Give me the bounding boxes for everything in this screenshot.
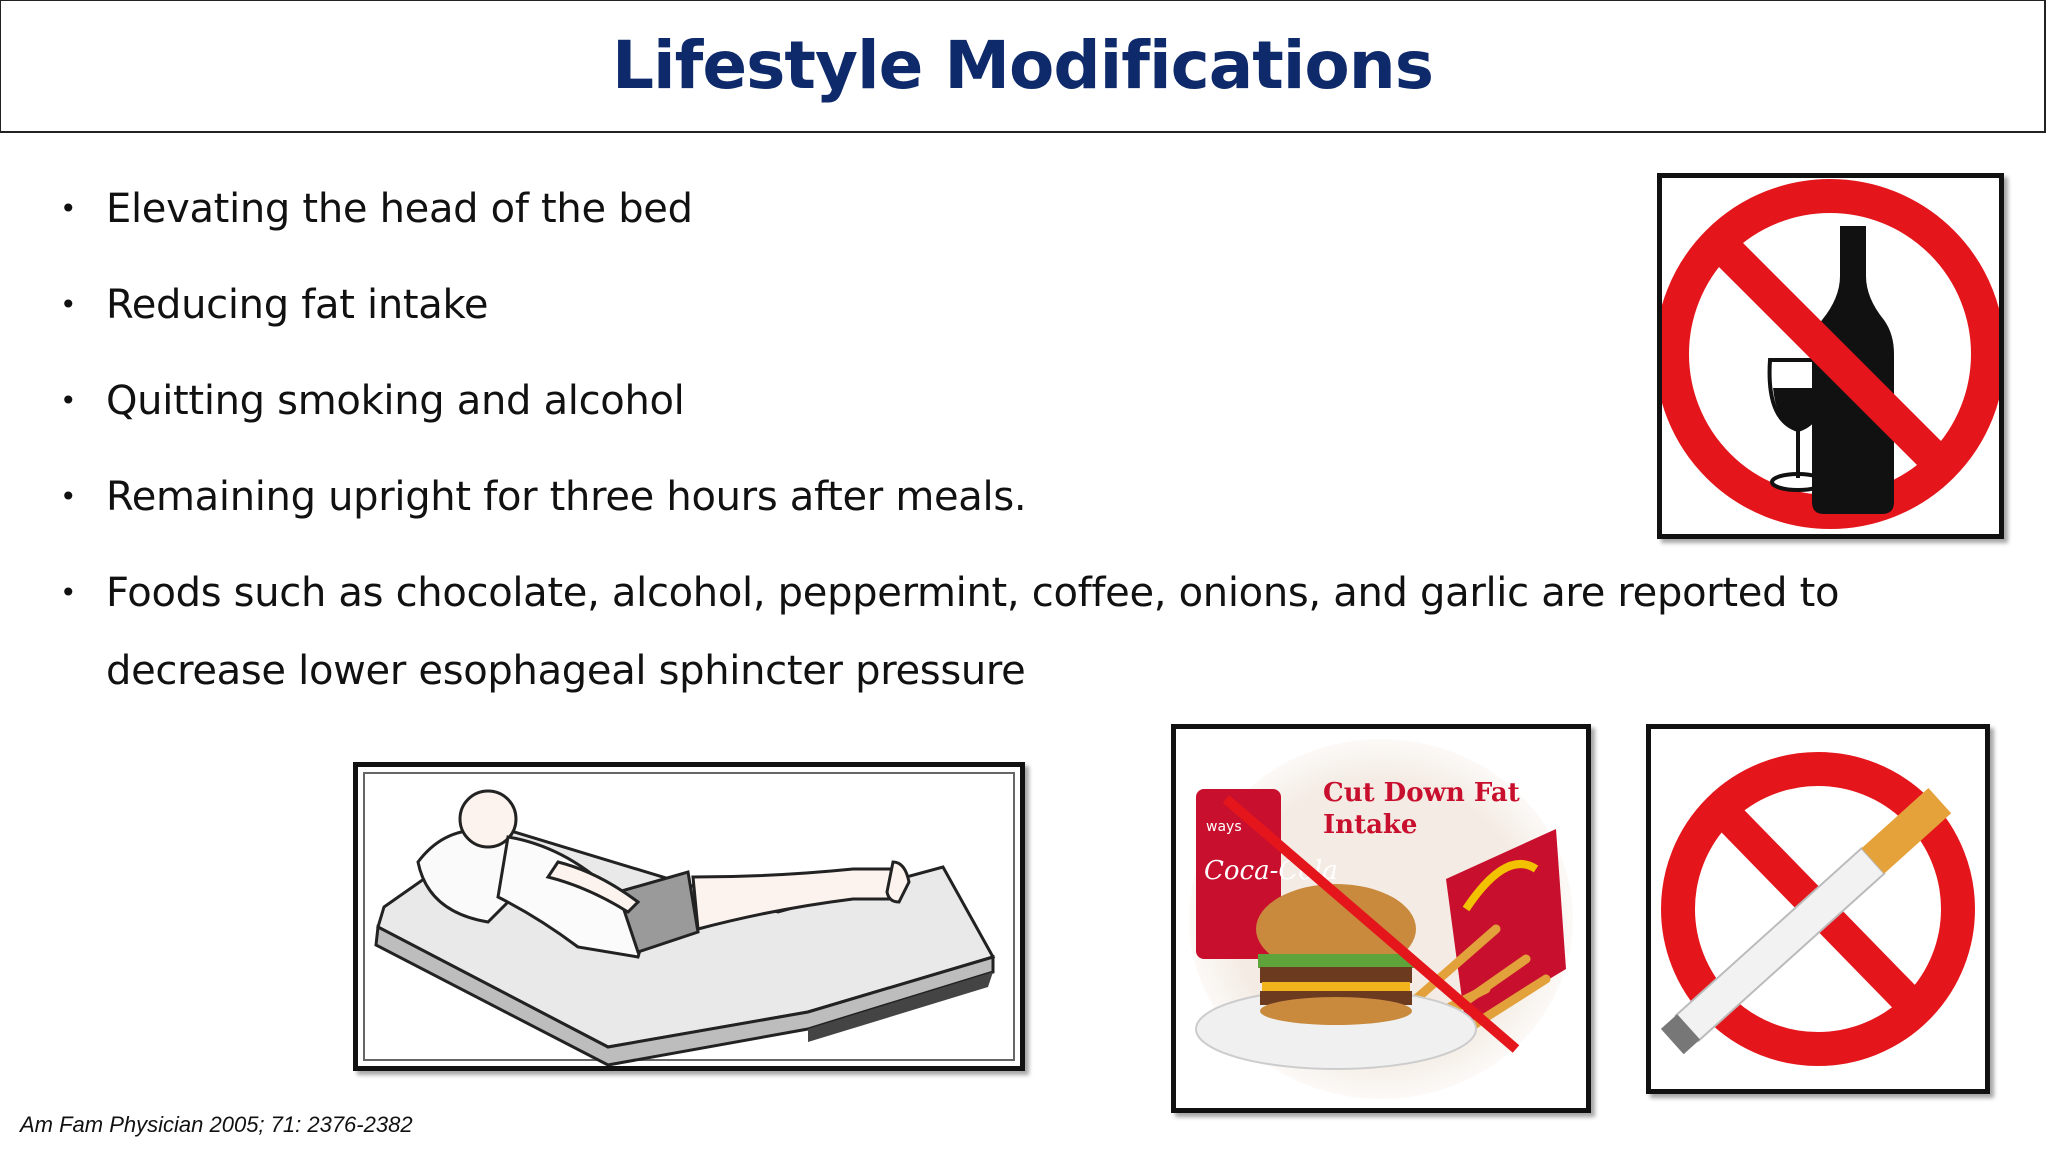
- no-fast-food-icon: [1176, 729, 1586, 1108]
- no-alcohol-icon: [1662, 178, 1999, 534]
- slide-title: Lifestyle Modifications: [611, 27, 1434, 104]
- no-alcohol-image: [1657, 173, 2004, 539]
- bullet-item: [60, 554, 2026, 710]
- cola-brand-text: Coca-Cola: [1204, 856, 1338, 886]
- bullet-dot: •: [60, 192, 77, 225]
- fast-food-caption-line2: Intake: [1323, 810, 1418, 840]
- bullet-dot: •: [60, 384, 77, 417]
- bullet-text: Reducing fat intake: [106, 282, 489, 328]
- fast-food-caption-line1: Cut Down Fat: [1323, 778, 1520, 808]
- fast-food-image: [1171, 724, 1591, 1113]
- citation: Am Fam Physician 2005; 71: 2376-2382: [20, 1112, 413, 1137]
- cola-top-text: ways: [1206, 819, 1242, 835]
- elevated-bed-image: [353, 762, 1025, 1071]
- bullet-dot: •: [60, 576, 77, 609]
- elevated-bed-illustration: [358, 767, 1020, 1066]
- bullet-text: Remaining upright for three hours after meals.: [106, 474, 1027, 520]
- bullet-text: Foods such as chocolate, alcohol, peppermint, coffee, onions, and garlic are reported to decrease lower esophageal sphincter pressure: [106, 570, 1840, 694]
- bullet-dot: •: [60, 480, 77, 513]
- no-smoking-image: [1646, 724, 1990, 1094]
- no-smoking-icon: [1651, 729, 1985, 1089]
- bullet-dot: •: [60, 288, 77, 321]
- bullet-text: Quitting smoking and alcohol: [106, 378, 685, 424]
- title-bar: [0, 0, 2046, 133]
- bullet-text: Elevating the head of the bed: [106, 186, 693, 232]
